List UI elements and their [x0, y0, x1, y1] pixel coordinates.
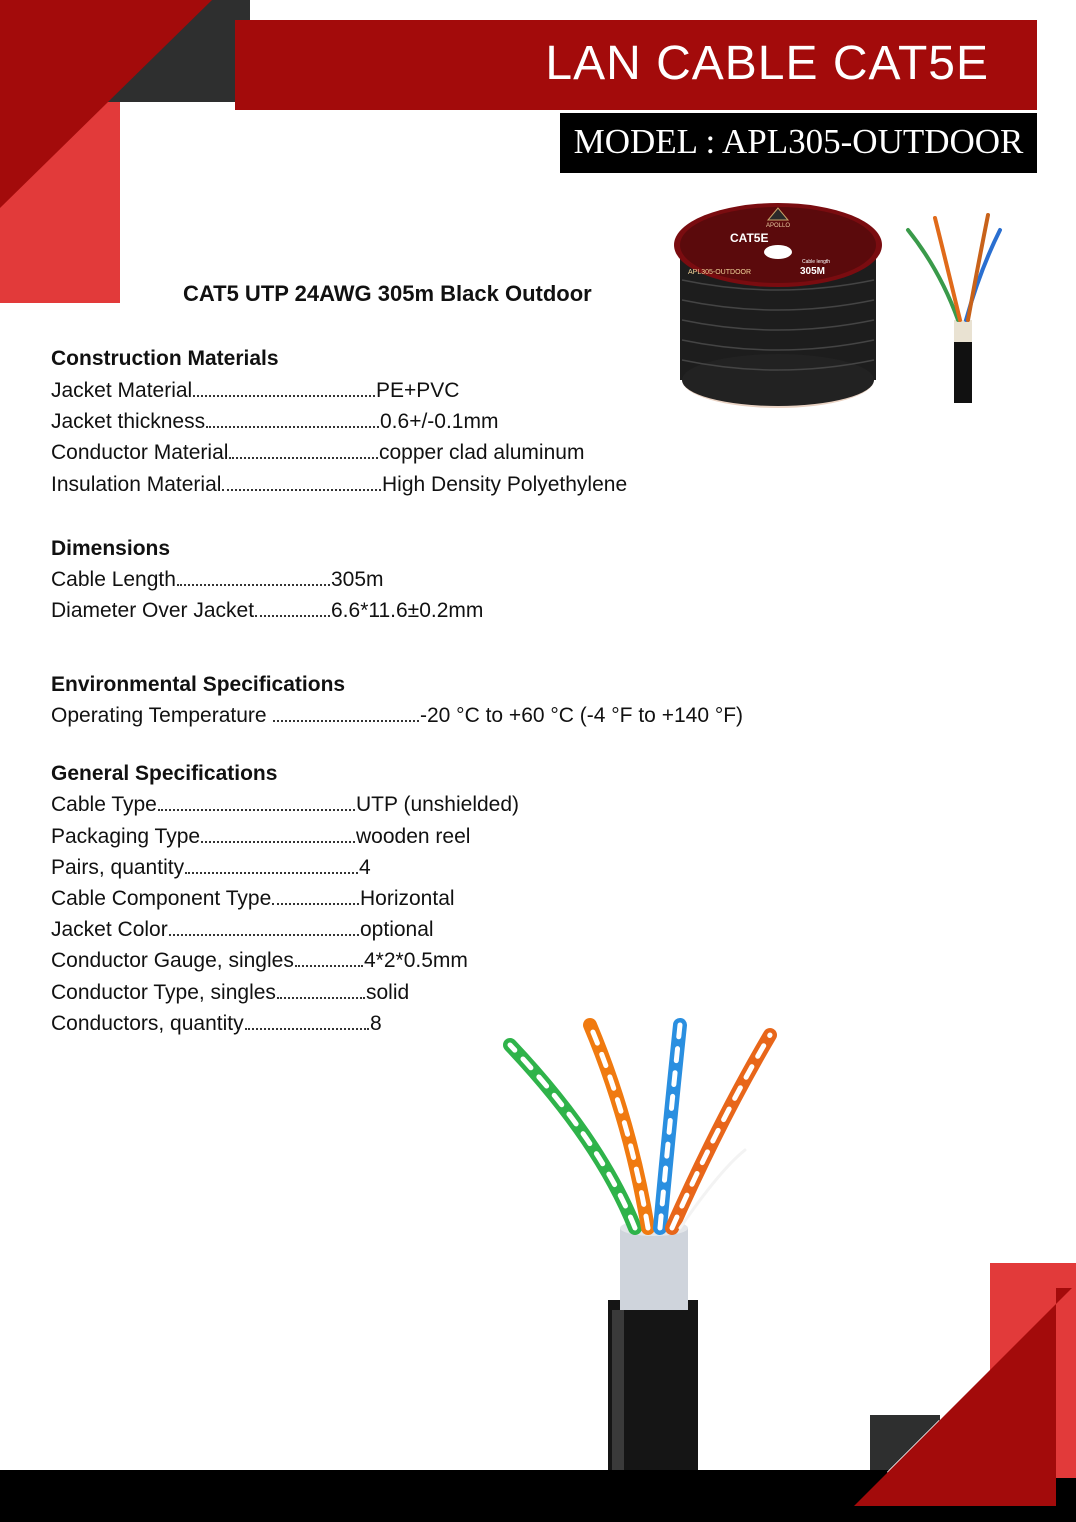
spec-label: Cable Length	[51, 568, 176, 591]
spec-row	[51, 410, 498, 434]
cable-reel-image	[668, 200, 888, 415]
spec-value: 4	[359, 856, 371, 879]
environmental-heading: Environmental Specifications	[51, 673, 346, 696]
spec-row	[51, 981, 409, 1005]
spec-label: Pairs, quantity	[51, 856, 185, 879]
reel-model-text: APL305-OUTDOOR	[688, 269, 752, 276]
spec-label: Cable Type	[51, 793, 157, 816]
spec-label: Conductors, quantity	[51, 1012, 244, 1035]
corner-decoration-bottom-right	[840, 1255, 1076, 1522]
spec-row	[51, 599, 483, 623]
spec-value: PE+PVC	[376, 379, 460, 402]
spec-label: Conductor Gauge, singles	[51, 949, 294, 972]
spec-label: Jacket thickness	[51, 410, 206, 433]
spec-row	[51, 825, 470, 849]
construction-heading: Construction Materials	[51, 347, 279, 370]
model-number: MODEL : APL305-OUTDOOR	[573, 122, 1024, 161]
reel-length-text: 305M	[800, 266, 826, 277]
dimensions-heading: Dimensions	[51, 537, 171, 560]
spec-row	[51, 473, 627, 497]
spec-value: High Density Polyethylene	[382, 473, 628, 496]
spec-row	[51, 1012, 382, 1036]
spec-value: copper clad aluminum	[379, 441, 585, 464]
corner-decoration-top-left	[0, 0, 260, 310]
reel-brand-text: APOLLO	[765, 223, 791, 229]
spec-row	[51, 379, 459, 403]
spec-label: Diameter Over Jacket	[51, 599, 255, 622]
cable-large-image	[490, 1010, 880, 1470]
spec-value: -20 °C to +60 °C (-4 °F to +140 °F)	[420, 704, 744, 727]
general-heading: General Specifications	[51, 762, 278, 785]
product-name: CAT5 UTP 24AWG 305m Black Outdoor	[183, 281, 592, 306]
spec-label: Conductor Material	[51, 441, 229, 464]
spec-row	[51, 704, 743, 728]
spec-label: Conductor Type, singles	[51, 981, 276, 1004]
spec-value: 305m	[331, 568, 384, 591]
spec-value: 6.6*11.6±0.2mm	[331, 599, 484, 622]
spec-row	[51, 949, 468, 973]
spec-value: Horizontal	[360, 887, 455, 910]
spec-row	[51, 918, 434, 942]
spec-row	[51, 856, 371, 880]
spec-label: Packaging Type	[51, 825, 201, 848]
spec-value: solid	[366, 981, 410, 1004]
spec-row	[51, 793, 519, 817]
spec-value: UTP (unshielded)	[356, 793, 520, 816]
reel-length-label-text: Cable length	[802, 259, 831, 265]
spec-label: Jacket Color	[51, 918, 168, 941]
spec-value: optional	[360, 918, 434, 941]
model-banner	[560, 113, 1037, 173]
reel-product-text: CAT5E	[730, 231, 769, 245]
cable-small-image	[900, 210, 1030, 405]
page-title: LAN CABLE CAT5E	[545, 37, 989, 90]
spec-row	[51, 441, 584, 465]
spec-value: 0.6+/-0.1mm	[380, 410, 499, 433]
spec-value: wooden reel	[356, 825, 471, 848]
spec-label: Jacket Material	[51, 379, 193, 402]
title-banner	[235, 20, 1037, 110]
spec-value: 4*2*0.5mm	[364, 949, 468, 972]
spec-label: Insulation Material	[51, 473, 222, 496]
spec-row	[51, 887, 455, 911]
spec-value: 8	[370, 1012, 382, 1035]
spec-label: Cable Component Type	[51, 887, 272, 910]
spec-row	[51, 568, 384, 592]
spec-label: Operating Temperature	[51, 704, 267, 727]
